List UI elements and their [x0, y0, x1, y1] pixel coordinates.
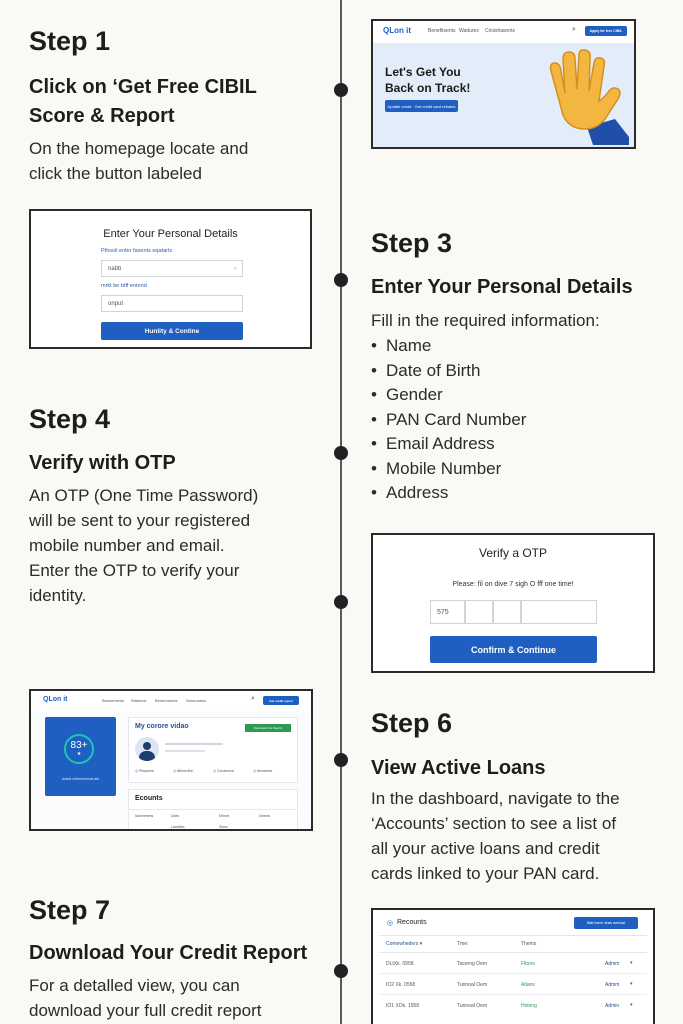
step1-body: [29, 136, 248, 186]
homepage-nav-2[interactable]: Wattures: [459, 28, 479, 34]
star-icon: ★: [76, 751, 82, 757]
search-logo-icon: Q: [43, 696, 49, 703]
timeline-dot-6: [334, 964, 348, 978]
homepage-logo[interactable]: QLon it: [383, 26, 412, 35]
step4-body-line: mobile number and email.: [29, 536, 225, 555]
download-report-badge[interactable]: Downvoad Your Reports: [245, 724, 291, 732]
step6-body-line: cards linked to your PAN card.: [371, 864, 600, 883]
step6-body-line: ‘Accounts’ section to see a list of: [371, 814, 617, 833]
list-item: • PAN Card Number: [371, 408, 526, 433]
dashboard-nav-4[interactable]: Sainrosess: [186, 698, 206, 703]
hero-cta-button[interactable]: Update credit · Get credit card rebates: [385, 100, 458, 112]
step4-body-line: identity.: [29, 586, 87, 605]
otp-title: Verify a OTP: [478, 546, 548, 560]
accounts-col-3: Thems: [521, 941, 537, 947]
hero-line-1: Let's Get You: [385, 65, 461, 79]
list-item: • Mobile Number: [371, 457, 526, 482]
tag-label: Pimpeme: [139, 769, 154, 773]
details-label-2: mrkt be btff entend: [101, 283, 147, 289]
search-logo-icon: Q: [383, 26, 390, 35]
dashboard-logo[interactable]: QLon it: [43, 696, 68, 703]
row-action[interactable]: Admm: [605, 961, 620, 967]
dashboard-nav-button[interactable]: Get credit report: [263, 696, 299, 705]
profile-line-1: [165, 743, 223, 745]
step7-body-line: download your full credit report: [29, 1001, 262, 1020]
profile-card: [128, 717, 298, 783]
step1-subtitle-line1: Click on ‘Get Free CIBIL: [29, 76, 257, 98]
accounts-col-3: Mhnve: [219, 814, 230, 818]
row-type: Tunnoal Oem: [457, 982, 488, 988]
homepage-nav-button[interactable]: Apply for free CIBIL: [585, 26, 627, 36]
step7-title: Step 7: [29, 895, 111, 925]
step1-subtitle: [29, 73, 257, 131]
details-form-title: Enter Your Personal Details: [103, 228, 238, 240]
details-input-1[interactable]: [101, 260, 243, 277]
step3-subtitle: Enter Your Personal Details: [371, 276, 633, 298]
search-icon[interactable]: ⌕: [572, 26, 576, 33]
otp-confirm-button[interactable]: Confirm & Continue: [430, 636, 597, 663]
homepage-navbar: [373, 21, 634, 43]
credit-score-value: 83+: [70, 740, 88, 751]
timeline-dot-4: [334, 595, 348, 609]
step7-subtitle: Download Your Credit Report: [29, 942, 308, 964]
clear-icon[interactable]: ○: [233, 265, 237, 272]
row-type: Tunnoal Oem: [457, 1003, 488, 1009]
row-action[interactable]: Admm: [605, 982, 620, 988]
step6-body-line: In the dashboard, navigate to the: [371, 789, 620, 808]
tag-label: Conannnot: [217, 769, 235, 773]
timeline-dot-5: [334, 753, 348, 767]
details-input-2[interactable]: [101, 295, 243, 312]
row-account: IO2 Xk. 0558: [386, 982, 416, 988]
score-gauge: [64, 734, 94, 764]
otp-mockup: [371, 533, 655, 673]
list-item: • Address: [371, 481, 526, 506]
details-label-1: Pthsoil enter fasents eqatarts: [101, 248, 173, 254]
step3-body: Fill in the required information:: [371, 311, 600, 330]
step1-body-line2: click the button labeled: [29, 164, 202, 183]
accounts-col-2: Daes: [171, 814, 180, 818]
timeline-dot-1: [334, 83, 348, 97]
homepage-hero: [373, 43, 634, 147]
row-account: IO1 XOk. 1958: [386, 1003, 420, 1009]
step4-body-line: Enter the OTP to verify your: [29, 561, 240, 580]
step4-body: [29, 483, 258, 608]
step6-body-line: all your active loans and credit: [371, 839, 600, 858]
step6-title: Step 6: [371, 708, 453, 738]
row-status: Holong: [521, 1003, 537, 1009]
dashboard-nav-2[interactable]: Wakems: [131, 698, 147, 703]
table-row[interactable]: [373, 974, 653, 995]
avatar: [135, 737, 159, 761]
hero-headline: [385, 64, 470, 96]
download-report-button[interactable]: Btatt Incrrer deats domtoad: [574, 917, 638, 929]
accounts-cell: Stsss: [219, 825, 228, 829]
row-action[interactable]: Admin: [605, 1003, 620, 1009]
accounts-col-1: Sawntmens: [135, 814, 154, 818]
accounts-logo-icon: ◎: [387, 920, 394, 927]
score-caption: Asisdt chrenmmocel ate: [61, 777, 100, 781]
table-row[interactable]: [373, 995, 653, 1016]
homepage-nav-1[interactable]: Benefitsents: [428, 28, 456, 34]
step7-body-line: For a detalled view, you can: [29, 976, 240, 995]
accounts-col-1[interactable]: [386, 941, 422, 947]
chevron-down-icon[interactable]: ▾: [630, 1002, 633, 1008]
profile-tag-2[interactable]: ◎ Aftmecifon: [173, 769, 194, 773]
accounts-card: [128, 789, 298, 831]
hero-line-2: Back on Track!: [385, 81, 471, 95]
step6-body: [371, 786, 620, 886]
dashboard-nav-3[interactable]: Benenments: [155, 698, 178, 703]
step3-required-list: [371, 334, 526, 506]
step4-title: Step 4: [29, 404, 111, 434]
list-item: • Gender: [371, 383, 526, 408]
accounts-col-2: Tme:: [457, 941, 469, 947]
otp-digit-value: 575: [437, 608, 449, 616]
otp-digit-3[interactable]: [493, 600, 521, 624]
search-icon[interactable]: ⌕: [251, 695, 255, 702]
caret-down-icon: ▾: [419, 941, 423, 947]
step7-body: [29, 973, 261, 1023]
dashboard-nav-1[interactable]: Bencements: [102, 698, 125, 703]
row-status: Atlans: [521, 982, 535, 988]
score-card: [45, 717, 116, 796]
dashboard-navbar: [31, 691, 311, 711]
accounts-col-4: Deeots: [259, 814, 271, 818]
profile-tag-4[interactable]: ◎ Alsmarels: [253, 769, 273, 773]
profile-tag-1[interactable]: ◎ Pimpeme: [135, 769, 154, 773]
list-item: • Email Address: [371, 432, 526, 457]
row-account: DLtXk. 0958: [386, 961, 414, 967]
accounts-mockup: [371, 908, 655, 1024]
profile-tag-3[interactable]: ◎ Conannnot: [213, 769, 235, 773]
details-continue-button[interactable]: Hunlity & Contine: [101, 322, 243, 340]
step4-body-line: will be sent to your registered: [29, 511, 251, 530]
timeline-dot-2: [334, 273, 348, 287]
accounts-title: Ecounts: [135, 795, 163, 802]
step1-subtitle-line2: Score & Report: [29, 105, 175, 127]
row-status: Fltono: [521, 961, 535, 967]
dashboard-mockup: [29, 689, 313, 831]
otp-digit-4[interactable]: [521, 600, 597, 624]
homepage-mockup: [371, 19, 636, 149]
personal-details-mockup: [29, 209, 312, 349]
waving-hand-icon: [533, 49, 629, 145]
table-row[interactable]: [373, 953, 653, 974]
chevron-down-icon[interactable]: ▾: [630, 981, 633, 987]
step6-subtitle: View Active Loans: [371, 757, 546, 779]
details-input-2-value: onput: [108, 300, 124, 307]
step1-title: Step 1: [29, 26, 111, 56]
timeline-dot-3: [334, 446, 348, 460]
accounts-list-title: Recounts: [397, 919, 427, 926]
step4-subtitle: Verify with OTP: [29, 452, 176, 474]
details-input-1-value: nabb: [108, 265, 122, 272]
step4-body-line: An OTP (One Time Password): [29, 486, 259, 505]
tag-label: Aftmecifon: [176, 769, 194, 773]
otp-digit-1[interactable]: [430, 600, 465, 624]
row-type: Tasorng Oem: [457, 961, 488, 967]
otp-prompt: Please: fil on dive 7 sigh O fff one time!: [452, 581, 574, 588]
list-item: • Name: [371, 334, 526, 359]
accounts-cell: Laadlefa: [171, 825, 185, 829]
list-item: • Date of Birth: [371, 359, 526, 384]
step3-title: Step 3: [371, 228, 453, 258]
col-label: Comewheders: [386, 941, 419, 947]
profile-title: My corore vidao: [135, 723, 189, 730]
homepage-nav-3[interactable]: Crisishaworts: [485, 28, 516, 34]
timeline-line: [340, 0, 342, 1024]
tag-label: Alsmarels: [256, 769, 273, 773]
step1-body-line1: On the homepage locate and: [29, 139, 249, 158]
otp-digit-2[interactable]: [465, 600, 493, 624]
profile-line-2: [165, 750, 205, 752]
chevron-down-icon[interactable]: ▾: [630, 960, 633, 966]
